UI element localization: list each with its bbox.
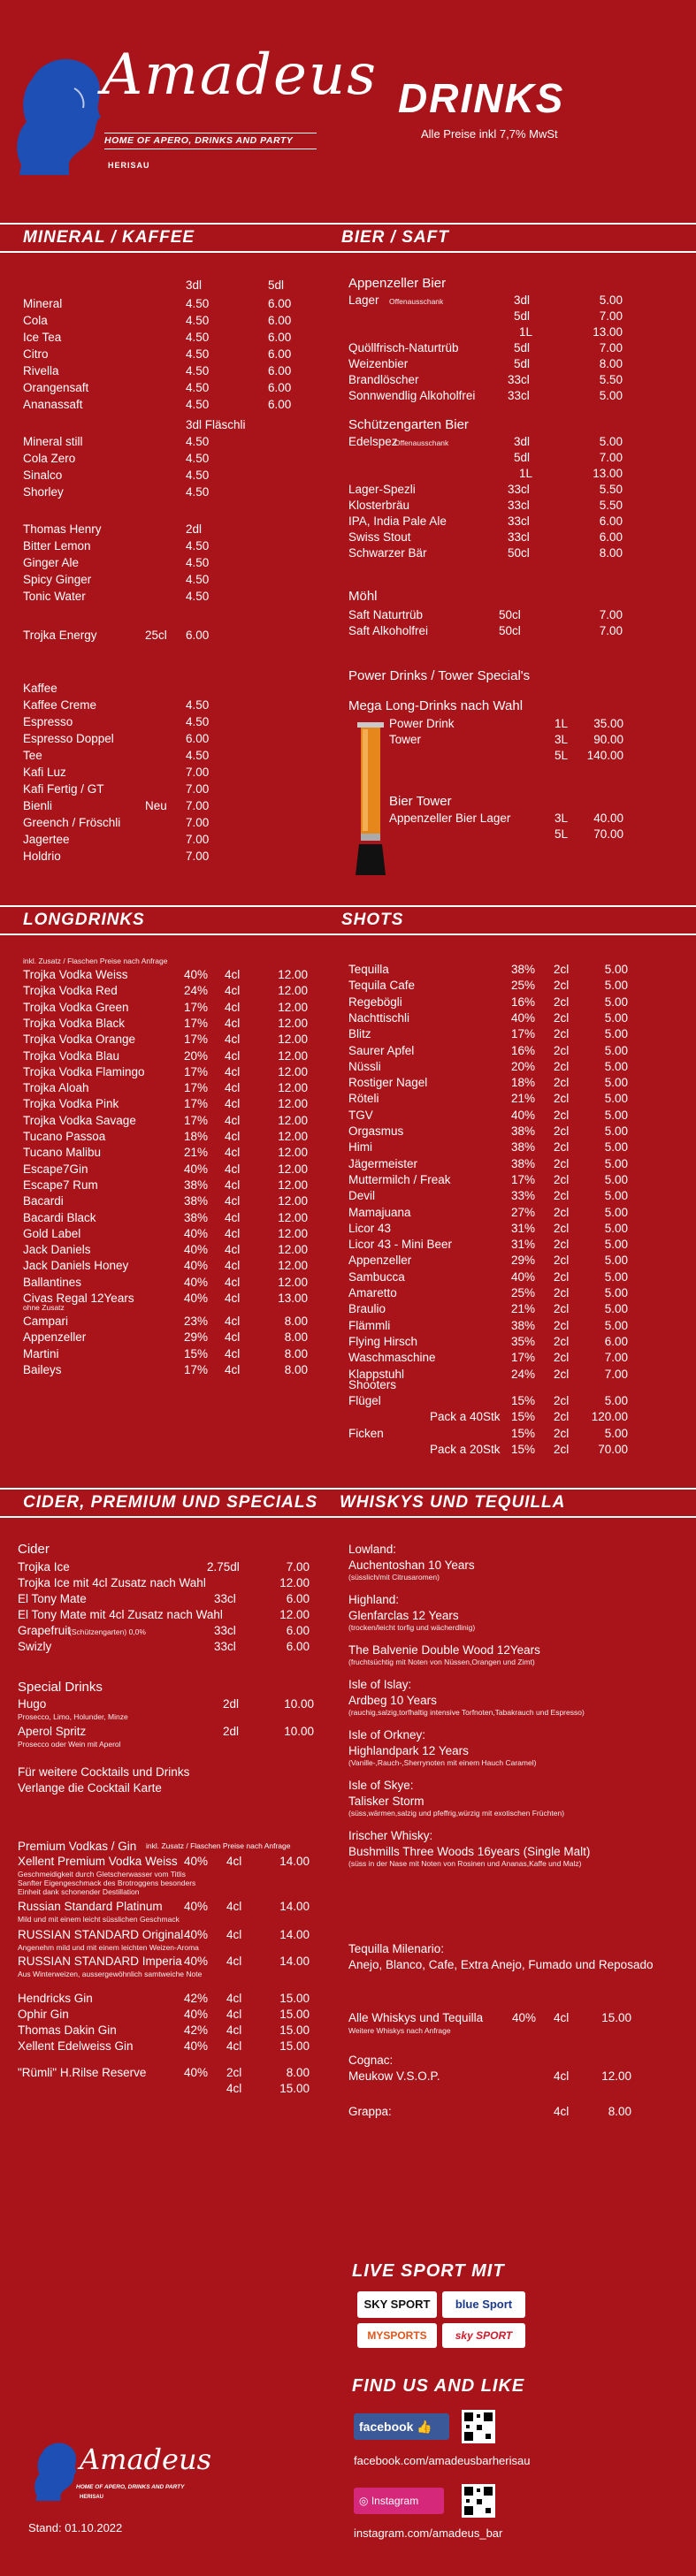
col-header-3dl: 3dl: [186, 278, 203, 292]
instagram-label: Instagram: [371, 2495, 419, 2507]
grapefruit-note: (Schützengarten) 0,0%: [69, 1627, 146, 1636]
col-header-5dl: 5dl: [268, 278, 285, 292]
appenzeller-title: Appenzeller Bier: [348, 276, 447, 291]
flask-header: 3dl Fläschli: [186, 418, 246, 431]
logo-tagline: HOME OF APERO, DRINKS AND PARTY: [104, 135, 294, 146]
section-band: [0, 1488, 696, 1518]
xellent-note: Geschmeidigkeit durch Gletscherwasser vom Titlis: [18, 1870, 186, 1879]
offen-note: Offenausschank: [394, 438, 449, 447]
qr-code-icon: [462, 2410, 495, 2443]
facebook-button[interactable]: [354, 2413, 449, 2440]
price-note: Alle Preise inkl 7,7% MwSt: [421, 127, 558, 141]
whisky-region: Isle of Skye:: [348, 1779, 414, 1792]
platinum-note: Mild und mit einem leicht süsslichen Geschmack: [18, 1915, 180, 1924]
schuetzen-title: Schützengarten Bier: [348, 417, 469, 432]
section-title-mineral: MINERAL / KAFFEE: [23, 228, 195, 247]
logo-text: Amadeus: [102, 42, 378, 108]
whisky-note: (Vanille-,Rauch-,Sherrynoten mit einem Hauch Caramel): [348, 1758, 537, 1767]
mysports-logo: MYSPORTS: [357, 2323, 437, 2348]
whisky-note: (trocken/leicht torfig und wächerdlinig): [348, 1623, 476, 1632]
instagram-url[interactable]: instagram.com/amadeus_bar: [354, 2526, 503, 2540]
section-title-bier: BIER / SAFT: [341, 228, 449, 247]
stand-date: Stand: 01.10.2022: [28, 2521, 123, 2534]
imperia-note: Aus Winterweizen, aussergewöhnlich samtweiche Note: [18, 1970, 203, 1978]
section-title-longdrinks: LONGDRINKS: [23, 911, 145, 929]
whisky-region: Highland:: [348, 1593, 400, 1606]
offen-note: Offenausschank: [389, 297, 444, 306]
find-us-title: FIND US AND LIKE: [352, 2376, 525, 2396]
section-title-cider: CIDER, PREMIUM UND SPECIALS: [23, 1493, 318, 1512]
mozart-silhouette-icon: [32, 2440, 81, 2502]
whisky-name: Bushmills Three Woods 16years (Single Malt): [348, 1845, 591, 1858]
thumbs-up-icon: 👍: [417, 2420, 432, 2434]
section-title-whisky: WHISKYS UND TEQUILLA: [340, 1493, 566, 1512]
instagram-button[interactable]: [354, 2488, 444, 2514]
ohne-zusatz-note: ohne Zusatz: [23, 1303, 65, 1312]
whisky-name: Auchentoshan 10 Years: [348, 1559, 475, 1572]
special-title: Special Drinks: [18, 1680, 103, 1695]
whisky-region: Isle of Orkney:: [348, 1728, 426, 1741]
whisky-region: Irischer Whisky:: [348, 1829, 433, 1842]
qr-code-icon: [462, 2484, 495, 2518]
whisky-name: The Balvenie Double Wood 12Years: [348, 1643, 540, 1657]
logo-town: HERISAU: [108, 161, 150, 170]
tequila-text: Anejo, Blanco, Cafe, Extra Anejo, Fumado und Reposado: [348, 1958, 654, 1971]
longdrinks-note: inkl. Zusatz / Flaschen Preise nach Anfrage: [23, 956, 168, 965]
bier-tower-title: Bier Tower: [389, 794, 452, 809]
whisky-region: Lowland:: [348, 1543, 397, 1556]
section-band: [0, 905, 696, 935]
whisky-note: (rauchig,salzig,torfhaltig intensive Torfnoten,Tabakrauch und Espresso): [348, 1708, 585, 1717]
xellent-note: Einheit dank schonender Destillation: [18, 1887, 140, 1896]
aperol-note: Prosecco oder Wein mit Aperol: [18, 1740, 121, 1749]
footer-logo-text: Amadeus: [80, 2443, 211, 2476]
alle-note: Weitere Whiskys nach Anfrage: [348, 2026, 451, 2035]
footer-logo-tagline: HOME OF APERO, DRINKS AND PARTY: [76, 2484, 185, 2490]
xellent-note: Sanfter Eigengeschmack des Brotroggens besonders: [18, 1879, 196, 1887]
sky-sport-logo: SKY SPORT: [357, 2291, 437, 2318]
page-title: DRINKS: [398, 75, 565, 121]
hugo-note: Prosecco, Limo, Holunder, Minze: [18, 1712, 128, 1721]
cognac-title: Cognac:: [348, 2054, 394, 2067]
cider-title: Cider: [18, 1542, 50, 1557]
instagram-icon: ◎: [359, 2495, 369, 2507]
tequila-title: Tequilla Milenario:: [348, 1942, 445, 1955]
facebook-url[interactable]: facebook.com/amadeusbarherisau: [354, 2454, 531, 2467]
cocktail-hint: Für weitere Cocktails und Drinks: [18, 1765, 190, 1779]
whisky-note: (süss in der Nase mit Noten von Rosinen und Ananas,Kaffe und Malz): [348, 1859, 582, 1868]
whisky-name: Highlandpark 12 Years: [348, 1744, 469, 1757]
power-title: Power Drinks / Tower Special's: [348, 668, 531, 683]
whisky-name: Ardbeg 10 Years: [348, 1694, 437, 1707]
whisky-name: Glenfarclas 12 Years: [348, 1609, 459, 1622]
whisky-note: (süsslich/mit Citrusaromen): [348, 1573, 440, 1581]
cocktail-hint: Verlange die Cocktail Karte: [18, 1781, 162, 1795]
moehl-title: Möhl: [348, 589, 378, 604]
sky-sport-logo: sky SPORT: [442, 2323, 525, 2348]
mega-title: Mega Long-Drinks nach Wahl: [348, 698, 524, 713]
footer-logo-town: HERISAU: [80, 2495, 104, 2500]
whisky-note: (süss,wärmen,salzig und pfeffrig,würzig mit exotischen Früchten): [348, 1809, 565, 1818]
section-title-shots: SHOTS: [341, 911, 404, 929]
whisky-note: (fruchtsüchtig mit Noten von Nüssen,Orangen und Zimt): [348, 1658, 535, 1666]
shooters-title: Shooters: [348, 1378, 397, 1391]
mozart-silhouette-icon: [12, 53, 110, 177]
facebook-label: facebook: [359, 2420, 414, 2434]
blue-sport-logo: blue Sport: [442, 2291, 525, 2318]
section-band: [0, 223, 696, 253]
live-sport-title: LIVE SPORT MIT: [352, 2261, 505, 2281]
tower-icon: [348, 720, 393, 875]
whisky-region: Isle of Islay:: [348, 1678, 412, 1691]
original-note: Angenehm mild und mit einem leichten Weizen-Aroma: [18, 1943, 199, 1952]
whisky-name: Talisker Storm: [348, 1795, 424, 1808]
